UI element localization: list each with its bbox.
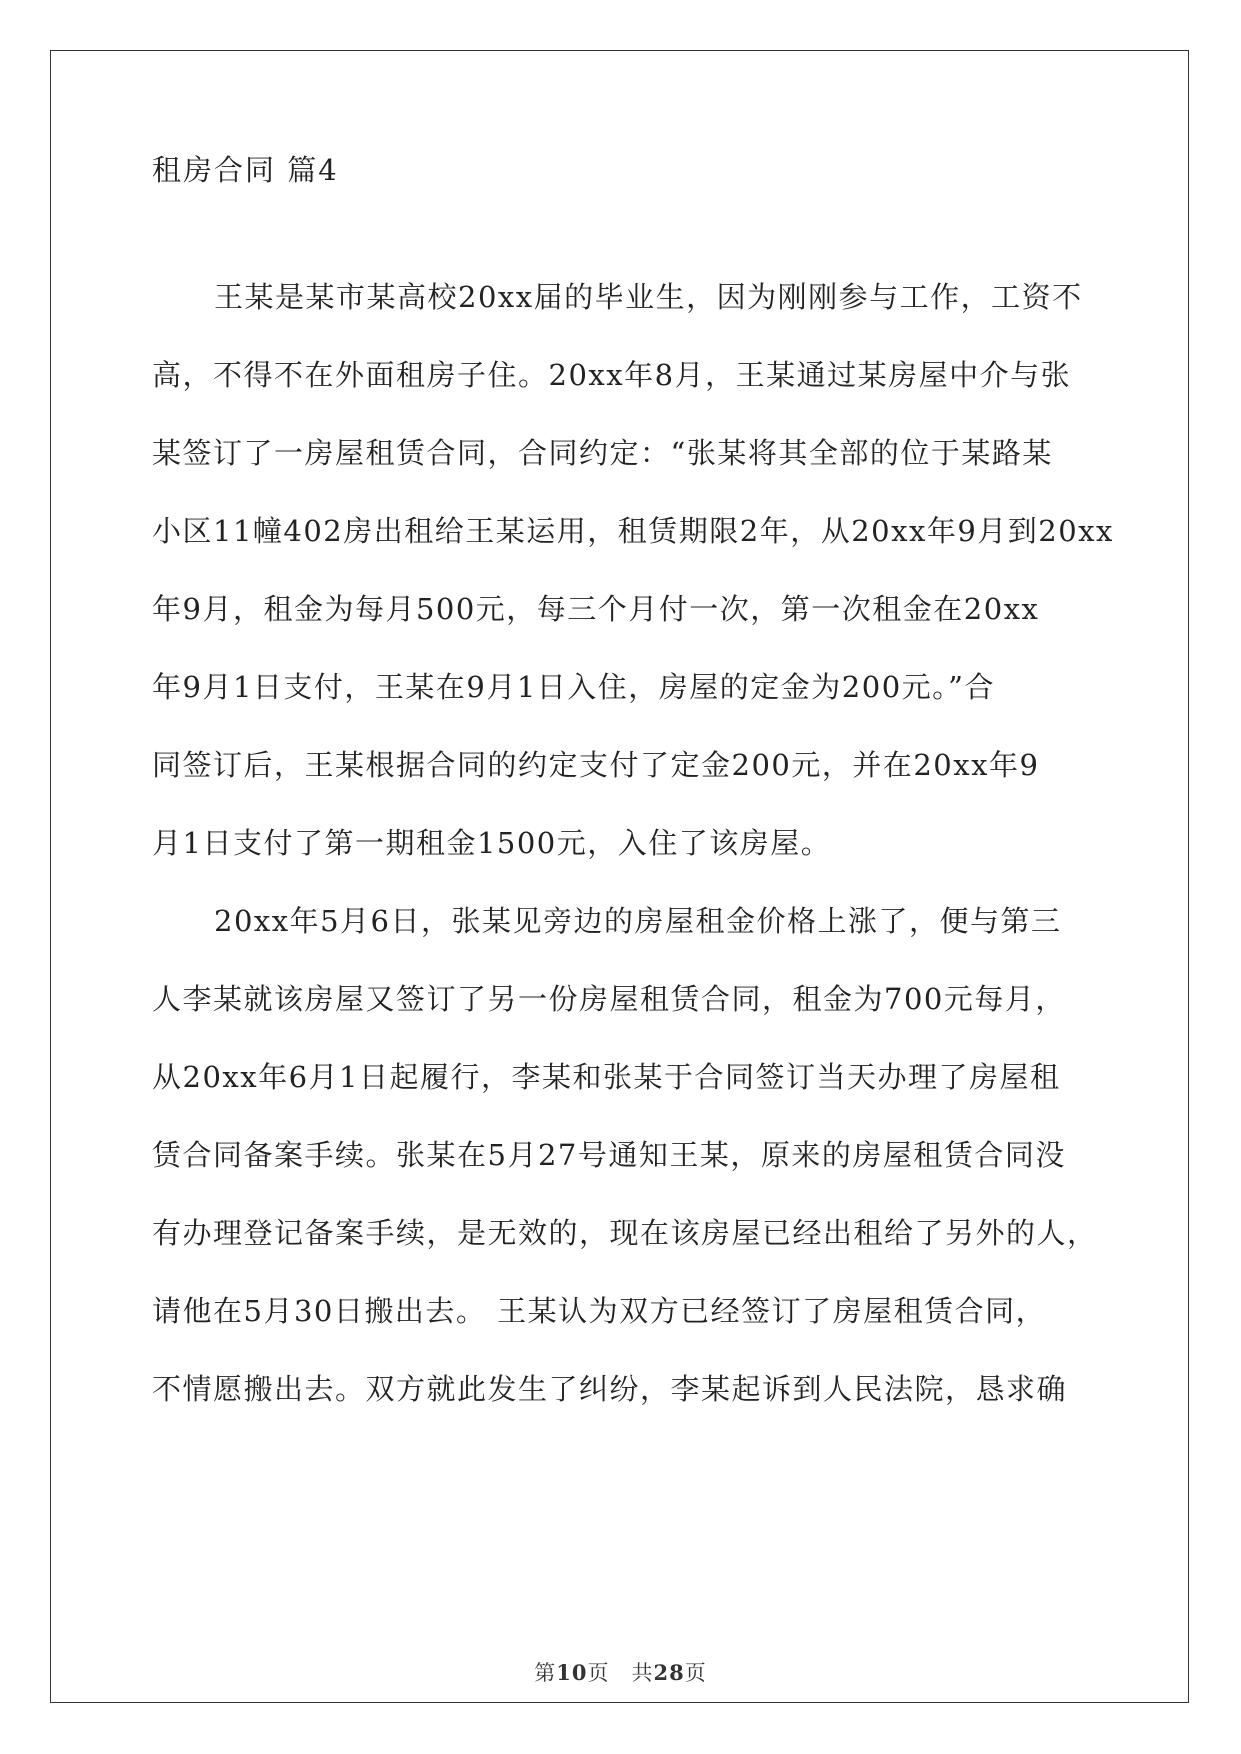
paragraph-line: 年9月1日支付，王某在9月1日入住，房屋的定金为200元。”合 [152,670,995,704]
paragraph-line: 高，不得不在外面租房子住。20xx年8月，王某通过某房屋中介与张 [152,358,1072,392]
paragraph-line: 某签订了一房屋租赁合同，合同约定：“张某将其全部的位于某路某 [152,436,1053,470]
document-body [152,150,1114,1428]
paragraph-line: 赁合同备案手续。张某在5月27号通知王某，原来的房屋租赁合同没 [152,1138,1066,1172]
paragraph-line: 有办理登记备案手续，是无效的，现在该房屋已经出租给了另外的人， [152,1216,1098,1250]
paragraph-line: 王某是某市某高校20xx届的毕业生，因为刚刚参与工作，工资不 [214,280,1083,314]
paragraph-1 [152,258,1114,882]
current-page-number: 10 [556,1660,588,1685]
document-title: 租房合同 篇4 [152,153,339,187]
paragraph-line: 同签订后，王某根据合同的约定支付了定金200元，并在20xx年9 [152,748,1040,782]
paragraph-line: 不情愿搬出去。双方就此发生了纠纷，李某起诉到人民法院，恳求确 [152,1372,1068,1406]
total-page-count: 28 [653,1660,685,1685]
page-footer [0,1657,1241,1687]
paragraph-line: 年9月，租金为每月500元，每三个月付一次，第一次租金在20xx [152,592,1040,626]
paragraph-line: 人李某就该房屋又签订了另一份房屋租赁合同，租金为700元每月， [152,982,1066,1016]
paragraph-line: 小区11幢402房出租给王某运用，租赁期限2年，从20xx年9月到20xx [152,514,1114,548]
footer-prefix: 第 [534,1661,557,1685]
footer-middle: 页 共 [587,1661,654,1685]
paragraph-2 [152,882,1098,1428]
paragraph-line: 从20xx年6月1日起履行，李某和张某于合同签订当天办理了房屋租 [152,1060,1061,1094]
paragraph-line: 请他在5月30日搬出去。 王某认为双方已经签订了房屋租赁合同， [152,1294,1047,1328]
footer-suffix: 页 [684,1661,707,1685]
paragraph-line: 月1日支付了第一期租金1500元，入住了该房屋。 [152,826,832,860]
paragraph-line: 20xx年5月6日，张某见旁边的房屋租金价格上涨了，便与第三 [214,904,1062,938]
